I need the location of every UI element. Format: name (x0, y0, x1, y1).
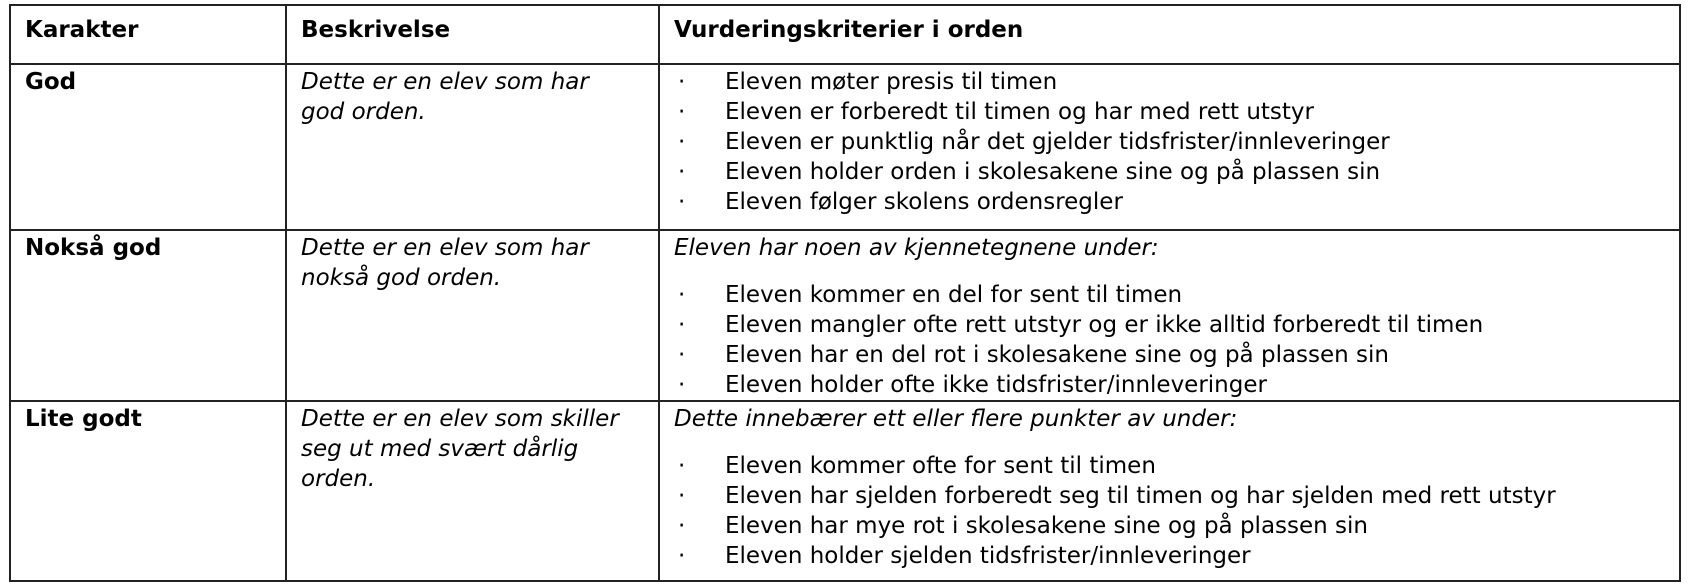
description-line: Dette er en elev som skiller (301, 406, 619, 432)
description-line: seg ut med svært dårlig (301, 436, 579, 462)
bullet-icon: · (678, 342, 686, 368)
description-cell (286, 401, 659, 581)
criteria-item (660, 187, 1679, 217)
description-line: Dette er en elev som har (301, 235, 589, 261)
criteria-text: Eleven holder sjelden tidsfrister/innleveringer (725, 543, 1251, 569)
description-cell (286, 230, 659, 401)
table-row-god (10, 64, 1680, 230)
criteria-text: Eleven møter presis til timen (725, 69, 1058, 95)
criteria-text: Eleven holder orden i skolesakene sine og på plassen sin (725, 159, 1381, 185)
grade-criteria-table (9, 4, 1681, 582)
criteria-list (660, 263, 1679, 400)
bullet-icon: · (678, 453, 686, 479)
criteria-text: Eleven holder ofte ikke tidsfrister/innleveringer (725, 372, 1267, 398)
criteria-list (660, 65, 1679, 217)
bullet-icon: · (678, 129, 686, 155)
description-line: nokså god orden. (301, 265, 502, 291)
bullet-icon: · (678, 543, 686, 569)
criteria-intro: Dette innebærer ett eller flere punkter av under: (674, 406, 1238, 432)
grade-description (287, 231, 658, 293)
bullet-icon: · (678, 372, 686, 398)
description-cell (286, 64, 659, 230)
criteria-text: Eleven kommer ofte for sent til timen (725, 453, 1156, 479)
criteria-text: Eleven følger skolens ordensregler (725, 189, 1123, 215)
criteria-item (660, 451, 1679, 481)
criteria-text: Eleven kommer en del for sent til timen (725, 282, 1183, 308)
grade-label: God (25, 69, 77, 95)
criteria-item (660, 310, 1679, 340)
bullet-icon: · (678, 69, 686, 95)
header-cell-description (286, 5, 659, 64)
bullet-icon: · (678, 513, 686, 539)
bullet-icon: · (678, 483, 686, 509)
criteria-item (660, 340, 1679, 370)
criteria-cell (659, 64, 1680, 230)
criteria-item (660, 481, 1679, 511)
grade-label: Lite godt (25, 406, 142, 432)
criteria-text: Eleven har sjelden forberedt seg til timen og har sjelden med rett utstyr (725, 483, 1556, 509)
description-line: Dette er en elev som har (301, 69, 589, 95)
criteria-text: Eleven har en del rot i skolesakene sine og på plassen sin (725, 342, 1390, 368)
criteria-cell (659, 401, 1680, 581)
header-grade: Karakter (25, 17, 139, 43)
criteria-item (660, 157, 1679, 187)
description-line: god orden. (301, 99, 426, 125)
grade-description (287, 65, 658, 127)
criteria-list (660, 434, 1679, 571)
criteria-item (660, 511, 1679, 541)
criteria-text: Eleven mangler ofte rett utstyr og er ikke alltid forberedt til timen (725, 312, 1484, 338)
criteria-item (660, 97, 1679, 127)
table-row-lite-godt (10, 401, 1680, 581)
criteria-item (660, 370, 1679, 400)
criteria-item (660, 280, 1679, 310)
grade-label: Nokså god (25, 235, 162, 261)
grade-description (287, 402, 658, 494)
header-cell-grade (10, 5, 286, 64)
criteria-cell (659, 230, 1680, 401)
bullet-icon: · (678, 99, 686, 125)
description-line: orden. (301, 466, 376, 492)
grade-cell (10, 64, 286, 230)
header-row (10, 5, 1680, 64)
header-description: Beskrivelse (301, 17, 451, 43)
criteria-item (660, 67, 1679, 97)
grade-cell (10, 230, 286, 401)
criteria-item (660, 127, 1679, 157)
bullet-icon: · (678, 159, 686, 185)
header-criteria: Vurderingskriterier i orden (674, 17, 1024, 43)
criteria-intro: Eleven har noen av kjennetegnene under: (674, 235, 1159, 261)
bullet-icon: · (678, 312, 686, 338)
header-cell-criteria (659, 5, 1680, 64)
criteria-item (660, 541, 1679, 571)
bullet-icon: · (678, 189, 686, 215)
criteria-text: Eleven er punktlig når det gjelder tidsfrister/innleveringer (725, 129, 1390, 155)
table-row-noksa-god (10, 230, 1680, 401)
grade-cell (10, 401, 286, 581)
criteria-text: Eleven har mye rot i skolesakene sine og på plassen sin (725, 513, 1368, 539)
criteria-text: Eleven er forberedt til timen og har med rett utstyr (725, 99, 1315, 125)
bullet-icon: · (678, 282, 686, 308)
